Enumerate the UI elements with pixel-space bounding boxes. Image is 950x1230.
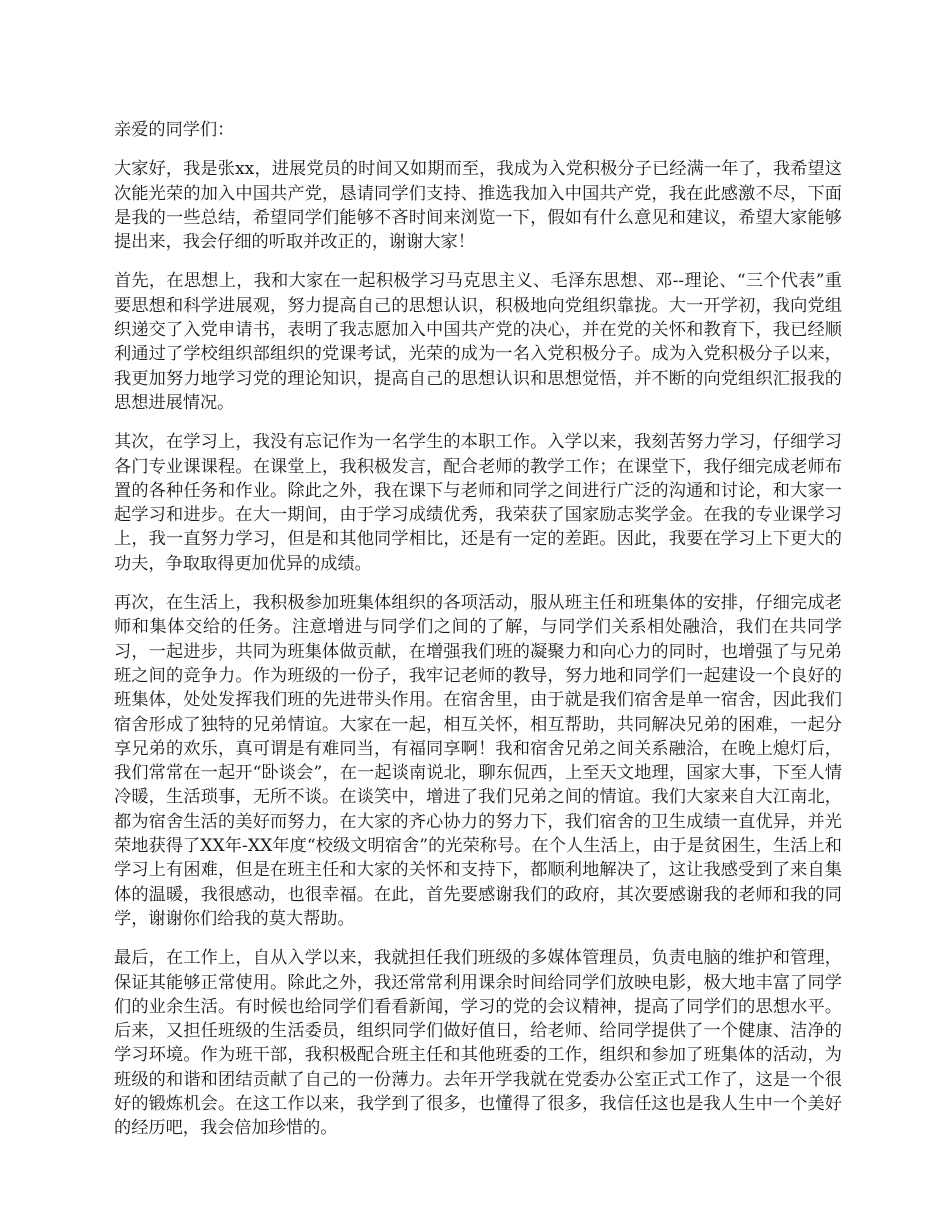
paragraph-study: 其次，在学习上，我没有忘记作为一名学生的本职工作。入学以来，我刻苦努力学习，仔细学习各门专业课课程。在课堂上，我积极发言，配合老师的教学工作；在课堂下，我仔细完成老师布置的各种任务和作业。除此之外，我在课下与老师和同学之间进行广泛的沟通和讨论，和大家一起学习和进步。在大一期间，由于学习成绩优秀，我荣获了国家励志奖学金。在我的专业课学习上，我一直努力学习，但是和其他同学相比，还是有一定的差距。因此，我要在学习上下更大的功夫，争取取得更加优异的成绩。 — [114, 432, 842, 574]
letter-greeting: 亲爱的同学们： — [114, 120, 235, 140]
paragraph-work: 最后，在工作上，自从入学以来，我就担任我们班级的多媒体管理员，负责电脑的维护和管理，保证其能够正常使用。除此之外，我还常常利用课余时间给同学们放映电影，极大地丰富了同学们的业余生活。有时候也给同学们看看新闻，学习的党的会议精神，提高了同学们的思想水平。后来，又担任班级的生活委员，组织同学们做好值日，给老师、给同学提供了一个健康、洁净的学习环境。作为班干部，我积极配合班主任和其他班委的工作，组织和参加了班集体的活动，为班级的和谐和团结贡献了自己的一份薄力。去年开学我就在党委办公室正式工作了，这是一个很好的锻炼机会。在这工作以来，我学到了很多，也懂得了很多，我信任这也是我人生中一个美好的经历吧，我会倍加珍惜的。 — [114, 948, 842, 1139]
paragraph-introduction: 大家好，我是张xx，进展党员的时间又如期而至，我成为入党积极分子已经满一年了，我希望这次能光荣的加入中国共产党，恳请同学们支持、推选我加入中国共产党，我在此感激不尽，下面是我的一些总结，希望同学们能够不吝时间来浏览一下，假如有什么意见和建议，希望大家能够提出来，我会仔细的听取并改正的，谢谢大家！ — [114, 159, 842, 253]
paragraph-life: 再次，在生活上，我积极参加班集体组织的各项活动，服从班主任和班集体的安排，仔细完成老师和集体交给的任务。注意增进与同学们之间的了解，与同学们关系相处融洽，我们在共同学习，一起进步，共同为班集体做贡献，在增强我们班的凝聚力和向心力的同时，也增强了与兄弟班之间的竞争力。作为班级的一份子，我牢记老师的教导，努力地和同学们一起建设一个良好的班集体，处处发挥我们班的先进带头作用。在宿舍里，由于就是我们宿舍是单一宿舍，因此我们宿舍形成了独特的兄弟情谊。大家在一起，相互关怀，相互帮助，共同解决兄弟的困难，一起分享兄弟的欢乐，真可谓是有难同当，有福同享啊！我和宿舍兄弟之间关系融洽，在晚上熄灯后，我们常常在一起开“卧谈会”，在一起谈南说北，聊东侃西，上至天文地理，国家大事，下至人情冷暖，生活琐事，无所不谈。在谈笑中，增进了我们兄弟之间的情谊。我们大家来自大江南北，都为宿舍生活的美好而努力，在大家的齐心协力的努力下，我们宿舍的卫生成绩一直优异，并光荣地获得了XX年-XX年度“校级文明宿舍”的光荣称号。在个人生活上，由于是贫困生，生活上和学习上有困难，但是在班主任和大家的关怀和支持下，都顺利地解决了，这让我感受到了来自集体的温暖，我很感动，也很幸福。在此，首先要感谢我们的政府，其次要感谢我的老师和我的同学，谢谢你们给我的莫大帮助。 — [114, 593, 842, 929]
paragraph-ideology: 首先，在思想上，我和大家在一起积极学习马克思主义、毛泽东思想、邓--理论、“三个代表”重要思想和科学进展观，努力提高自己的思想认识，积极地向党组织靠拢。大一开学初，我向党组织递交了入党申请书，表明了我志愿加入中国共产党的决心，并在党的关怀和教育下，我已经顺利通过了学校组织部组织的党课考试，光荣的成为一名入党积极分子。成为入党积极分子以来，我更加努力地学习党的理论知识，提高自己的思想认识和思想觉悟，并不断的向党组织汇报我的思想进展情况。 — [114, 271, 842, 413]
document-page — [114, 118, 842, 1156]
